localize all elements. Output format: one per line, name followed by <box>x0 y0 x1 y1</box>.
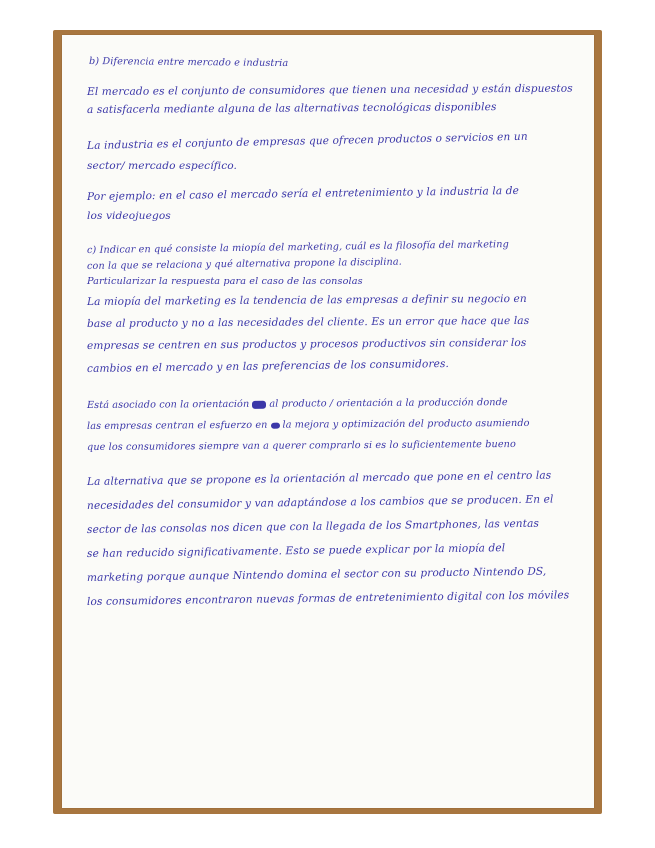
paragraph-line: que los consumidores siempre van a querer comprarlo si es lo suficientemente bueno <box>86 439 516 453</box>
paragraph-line <box>87 419 530 432</box>
paragraph-text: la mejora y optimización del producto asumiendo <box>282 417 530 431</box>
paragraph-line: La miopía del marketing es la tendencia de las empresas a definir su negocio en <box>86 292 527 308</box>
paragraph-line: base al producto y no a las necesidades del cliente. Es un error que hace que las <box>86 314 530 330</box>
section-b-line: los videojuegos <box>87 210 171 222</box>
paragraph-line <box>87 398 508 411</box>
section-c-heading: c) Indicar en qué consiste la miopía del marketing, cuál es la filosofía del marketing <box>86 239 509 256</box>
section-b-line: El mercado es el conjunto de consumidores que tienen una necesidad y están dispuestos <box>86 82 573 98</box>
section-c-heading: Particularizar la respuesta para el caso de las consolas <box>87 276 363 287</box>
section-b-line: La industria es el conjunto de empresas que ofrecen productos o servicios en un <box>86 130 528 152</box>
paragraph-line: La alternativa que se propone es la orientación al mercado que pone en el centro las <box>86 469 552 488</box>
section-b-line: Por ejemplo: en el caso el mercado sería el entretenimiento y la industria la de <box>86 184 520 203</box>
section-c-heading: con la que se relaciona y qué alternativa propone la disciplina. <box>86 256 402 272</box>
paragraph-line: los consumidores encontraron nuevas formas de entretenimiento digital con los móviles <box>86 589 570 608</box>
paragraph-text: las empresas centran el esfuerzo en <box>86 419 268 432</box>
paragraph-text: al producto / orientación a la producción donde <box>269 397 508 410</box>
section-b-line: sector/ mercado específico. <box>87 160 238 172</box>
paragraph-line: necesidades del consumidor y van adaptándose a los cambios que se producen. En el <box>86 493 554 512</box>
paragraph-line: sector de las consolas nos dicen que con la llegada de los Smartphones, las ventas <box>86 517 540 536</box>
paragraph-line: marketing porque aunque Nintendo domina el sector con su producto Nintendo DS, <box>86 565 547 584</box>
paragraph-line: empresas se centren en sus productos y procesos productivos sin considerar los <box>86 336 527 352</box>
ink-blot <box>252 400 266 408</box>
handwritten-page <box>62 35 594 808</box>
paragraph-line: se han reducido significativamente. Esto se puede explicar por la miopía del <box>86 542 506 560</box>
section-b-heading: b) Diferencia entre mercado e industria <box>88 56 289 70</box>
paragraph-line: cambios en el mercado y en las preferencias de los consumidores. <box>86 357 450 375</box>
section-b-line: a satisfacerla mediante alguna de las alternativas tecnológicas disponibles <box>86 101 497 116</box>
paragraph-text: Está asociado con la orientación <box>86 398 250 411</box>
ink-blot <box>270 422 279 428</box>
